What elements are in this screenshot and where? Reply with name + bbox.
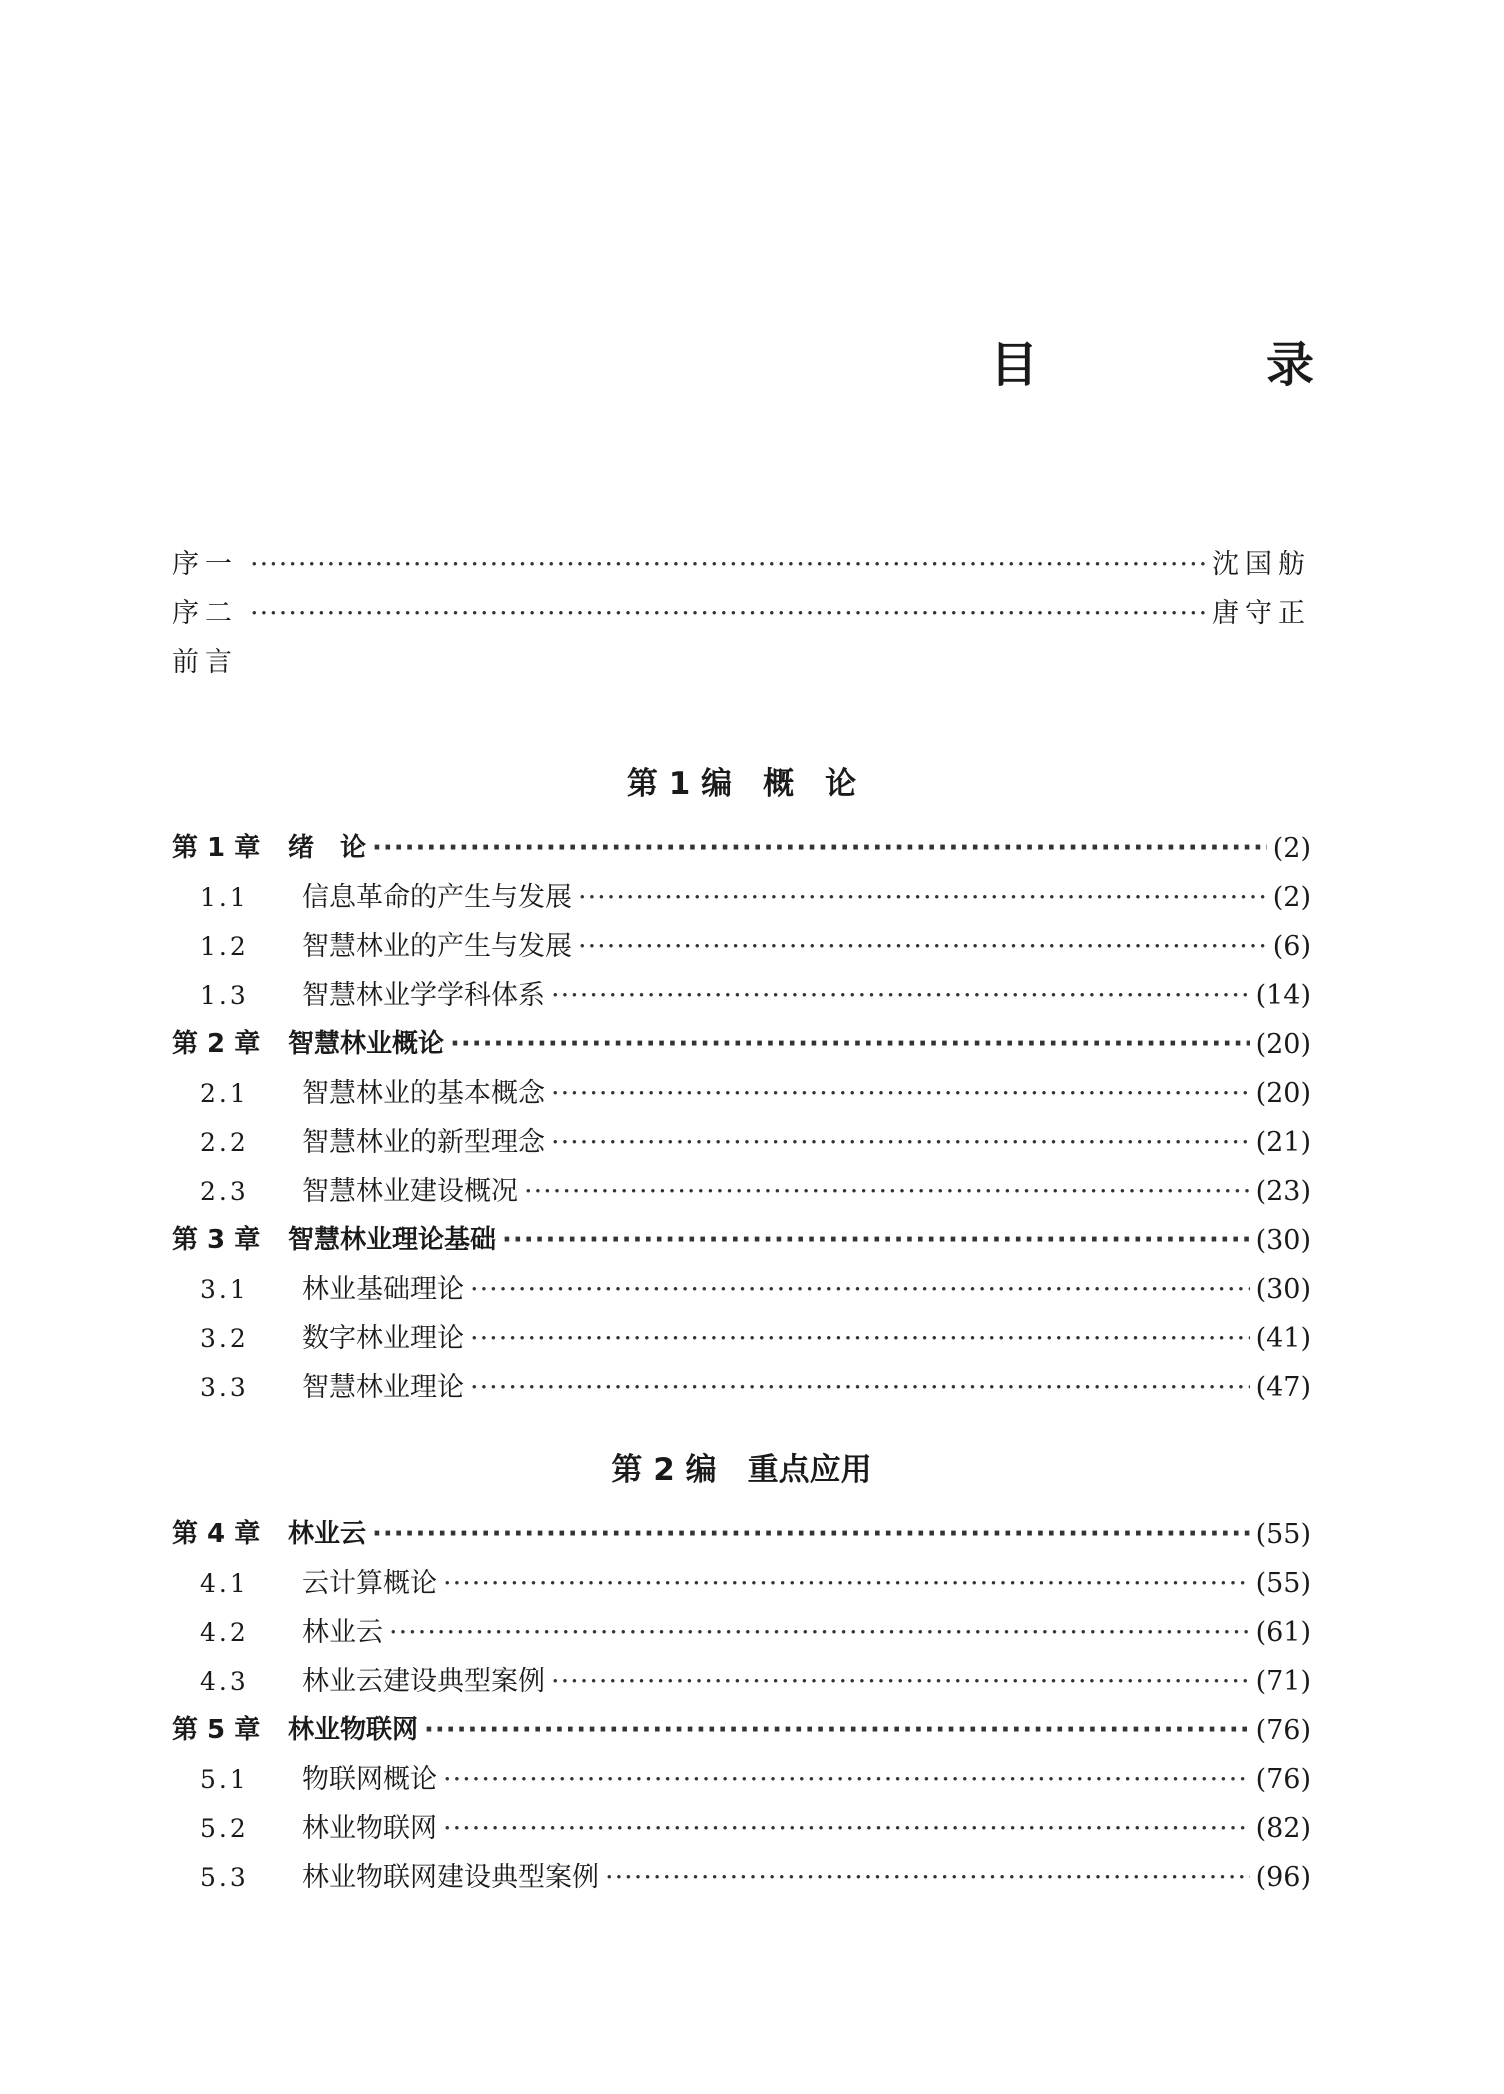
- chapter-number: 第 3 章: [172, 1225, 261, 1255]
- section-number: 2.2: [200, 1128, 249, 1157]
- page-number: (55): [1255, 1568, 1311, 1599]
- toc-entry-section[interactable]: [172, 1363, 1311, 1412]
- section-number: 3.3: [200, 1373, 249, 1402]
- section-title: 林业云建设典型案例: [302, 1666, 545, 1697]
- section-title: 智慧林业的基本概念: [302, 1078, 545, 1109]
- section-number: 1.2: [200, 932, 249, 961]
- chapter-title: 绪 论: [288, 833, 367, 863]
- section-title: 林业物联网建设典型案例: [302, 1862, 599, 1893]
- dot-leader: [443, 1804, 1250, 1853]
- section-title: 信息革命的产生与发展: [302, 882, 572, 913]
- section-number: 2.1: [200, 1079, 249, 1108]
- section-title: 智慧林业的新型理念: [302, 1127, 545, 1158]
- section-title: 智慧林业建设概况: [302, 1176, 518, 1207]
- section-number: 4.3: [200, 1667, 249, 1696]
- dot-leader: [470, 1314, 1250, 1363]
- page-number: (2): [1272, 833, 1311, 864]
- section-number: 5.3: [200, 1863, 249, 1892]
- toc-entry-section[interactable]: [172, 1608, 1311, 1657]
- dot-leader: [424, 1706, 1250, 1755]
- toc-entry-chapter[interactable]: [172, 1706, 1311, 1755]
- dot-leader: [551, 1657, 1250, 1706]
- part-title: 第 1 编 概 论: [626, 766, 857, 802]
- dot-leader: [502, 1216, 1250, 1265]
- toc-entry-section[interactable]: [172, 1804, 1311, 1853]
- page-number: (82): [1255, 1813, 1311, 1844]
- toc-entry-section[interactable]: [172, 873, 1311, 922]
- page-number: (76): [1255, 1764, 1311, 1795]
- page-number: (2): [1272, 882, 1311, 913]
- toc-entry-front[interactable]: [172, 540, 1311, 589]
- page-number: (76): [1255, 1715, 1311, 1746]
- chapter-title: 林业云: [288, 1519, 367, 1549]
- page-number: (20): [1255, 1029, 1311, 1060]
- toc-entry-front[interactable]: [172, 589, 1311, 638]
- dot-leader: [250, 540, 1206, 589]
- chapter-number: 第 2 章: [172, 1029, 261, 1059]
- dot-leader: [524, 1167, 1250, 1216]
- toc-entry-section[interactable]: [172, 922, 1311, 971]
- toc-entry-section[interactable]: [172, 1314, 1311, 1363]
- front-label: 序二: [172, 598, 238, 629]
- section-number: 3.1: [200, 1275, 249, 1304]
- section-title: 林业云: [302, 1617, 383, 1648]
- page-number: (20): [1255, 1078, 1311, 1109]
- page-number: (61): [1255, 1617, 1311, 1648]
- part-title: 第 2 编 重点应用: [611, 1452, 872, 1488]
- section-number: 5.2: [200, 1814, 249, 1843]
- page-number: (14): [1255, 980, 1311, 1011]
- page-number: (55): [1255, 1519, 1311, 1550]
- chapter-number: 第 1 章: [172, 833, 261, 863]
- dot-leader: [578, 922, 1267, 971]
- chapter-title: 智慧林业概论: [288, 1029, 445, 1059]
- page-title: 目 录: [989, 337, 1404, 393]
- section-number: 4.1: [200, 1569, 249, 1598]
- chapter-title: 林业物联网: [288, 1715, 419, 1745]
- dot-leader: [551, 971, 1250, 1020]
- toc-entry-section[interactable]: [172, 1069, 1311, 1118]
- chapter-number: 第 4 章: [172, 1519, 261, 1549]
- section-number: 1.3: [200, 981, 249, 1010]
- front-matter-list: [172, 540, 1311, 687]
- section-title: 智慧林业的产生与发展: [302, 931, 572, 962]
- dot-leader: [372, 1510, 1250, 1559]
- dot-leader: [389, 1608, 1250, 1657]
- toc-entry-front[interactable]: [172, 638, 1311, 687]
- toc-entry-section[interactable]: [172, 971, 1311, 1020]
- section-title: 智慧林业学学科体系: [302, 980, 545, 1011]
- chapter-number: 第 5 章: [172, 1715, 261, 1745]
- section-number: 5.1: [200, 1765, 249, 1794]
- dot-leader: [250, 589, 1206, 638]
- section-title: 数字林业理论: [302, 1323, 464, 1354]
- toc-entry-section[interactable]: [172, 1118, 1311, 1167]
- toc-entry-section[interactable]: [172, 1853, 1311, 1902]
- toc-entry-section[interactable]: [172, 1167, 1311, 1216]
- toc-entry-chapter[interactable]: [172, 1216, 1311, 1265]
- section-title: 林业物联网: [302, 1813, 437, 1844]
- toc-entry-section[interactable]: [172, 1657, 1311, 1706]
- toc-entry-section[interactable]: [172, 1755, 1311, 1804]
- page-number: (6): [1272, 931, 1311, 962]
- dot-leader: [372, 824, 1267, 873]
- front-author: 唐守正: [1212, 598, 1311, 629]
- dot-leader: [551, 1069, 1250, 1118]
- dot-leader: [470, 1265, 1250, 1314]
- dot-leader: [443, 1755, 1250, 1804]
- page-number: (30): [1255, 1225, 1311, 1256]
- dot-leader: [450, 1020, 1250, 1069]
- section-number: 2.3: [200, 1177, 249, 1206]
- front-author: 沈国舫: [1212, 549, 1311, 580]
- toc-entry-section[interactable]: [172, 1265, 1311, 1314]
- dot-leader: [551, 1118, 1250, 1167]
- dot-leader: [443, 1559, 1250, 1608]
- page-number: (41): [1255, 1323, 1311, 1354]
- page-number: (30): [1255, 1274, 1311, 1305]
- section-number: 3.2: [200, 1324, 249, 1353]
- dot-leader: [578, 873, 1267, 922]
- part-1: [172, 752, 1311, 1412]
- page-number: (21): [1255, 1127, 1311, 1158]
- section-title: 云计算概论: [302, 1568, 437, 1599]
- toc-entry-section[interactable]: [172, 1559, 1311, 1608]
- page-number: (23): [1255, 1176, 1311, 1207]
- dot-leader: [470, 1363, 1250, 1412]
- part-2: [172, 1438, 1311, 1902]
- toc-entry-chapter[interactable]: [172, 824, 1311, 873]
- section-title: 物联网概论: [302, 1764, 437, 1795]
- toc-entry-chapter[interactable]: [172, 1510, 1311, 1559]
- section-number: 1.1: [200, 883, 249, 912]
- chapter-title: 智慧林业理论基础: [288, 1225, 497, 1255]
- toc-entry-chapter[interactable]: [172, 1020, 1311, 1069]
- page-number: (96): [1255, 1862, 1311, 1893]
- section-number: 4.2: [200, 1618, 249, 1647]
- dot-leader: [605, 1853, 1250, 1902]
- page-number: (47): [1255, 1372, 1311, 1403]
- section-title: 林业基础理论: [302, 1274, 464, 1305]
- section-title: 智慧林业理论: [302, 1372, 464, 1403]
- page-number: (71): [1255, 1666, 1311, 1697]
- front-label: 前言: [172, 647, 238, 678]
- front-label: 序一: [172, 549, 238, 580]
